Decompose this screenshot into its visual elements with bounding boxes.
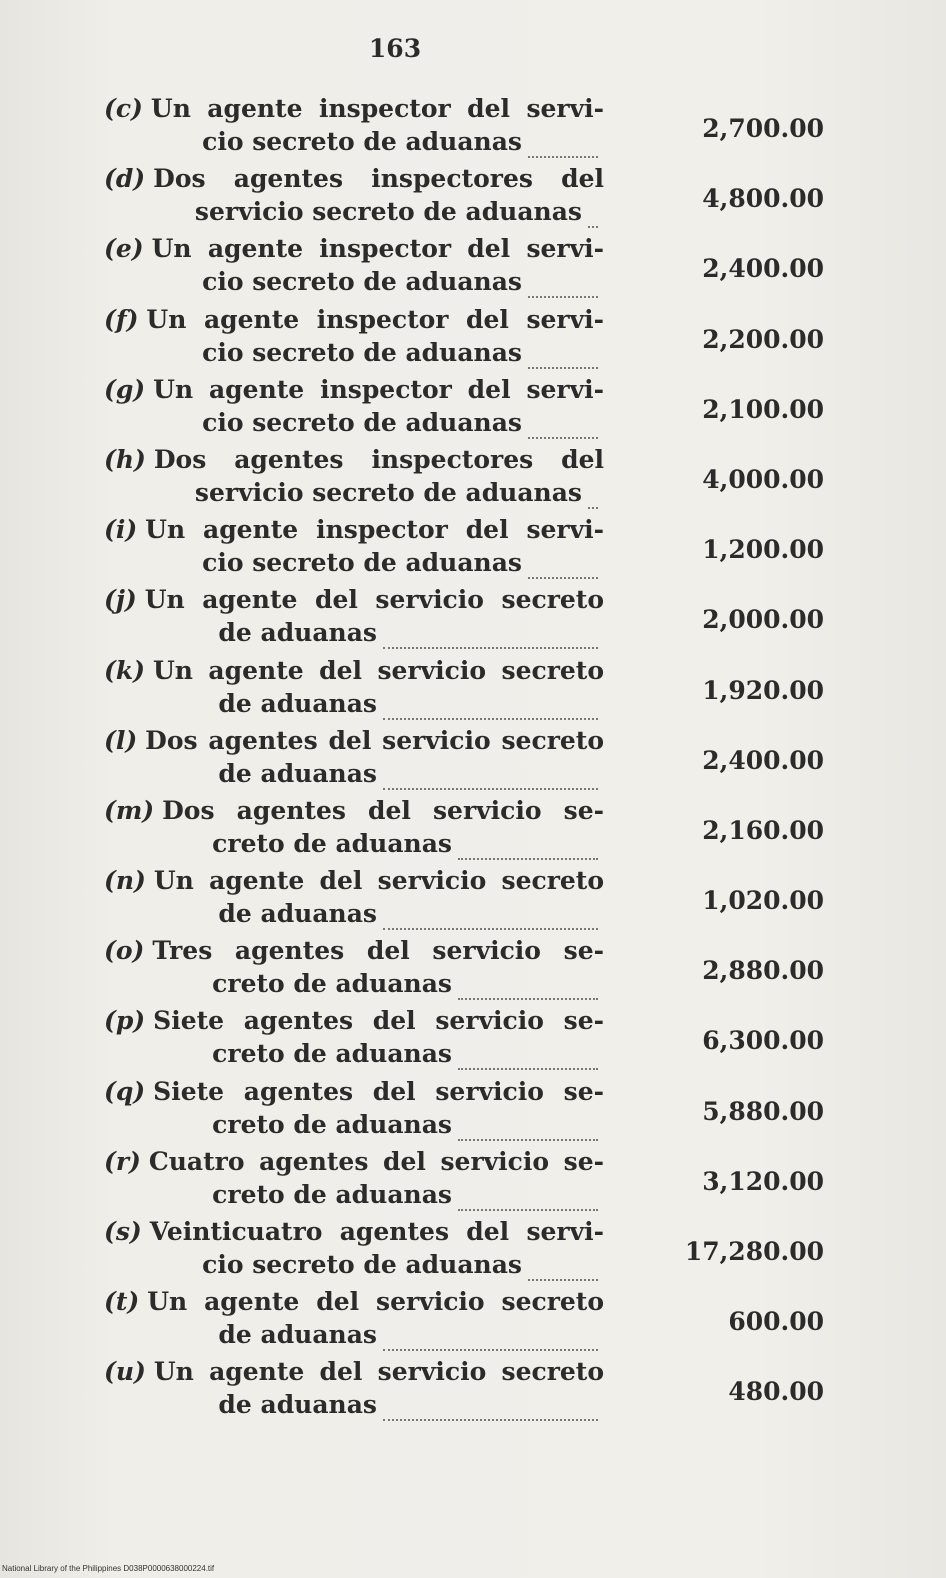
item-marker: (q) — [104, 1076, 146, 1106]
leader-dots — [383, 768, 598, 790]
line-item — [104, 1075, 824, 1145]
item-text: Un agente del servicio secreto — [153, 866, 604, 896]
item-amount: 2,700.00 — [702, 114, 824, 143]
item-text: Dos agentes del servicio se- — [162, 795, 604, 825]
item-line-1 — [104, 1355, 604, 1388]
item-line-2 — [212, 1178, 598, 1211]
line-item — [104, 303, 824, 373]
item-text: Dos agentes inspectores del — [153, 164, 604, 194]
item-amount: 1,920.00 — [702, 675, 824, 705]
item-text-continued: cio secreto de aduanas — [202, 1250, 522, 1279]
item-amount: 1,020.00 — [702, 886, 824, 916]
leader-dots — [458, 1189, 598, 1211]
item-amount: 4,000.00 — [702, 464, 824, 494]
item-line-1 — [104, 794, 604, 827]
leader-dots — [528, 417, 598, 439]
item-marker: (u) — [104, 1357, 146, 1387]
item-line-1 — [104, 654, 604, 687]
item-line-1 — [104, 1075, 604, 1108]
item-amount: 17,280.00 — [684, 1237, 824, 1266]
line-item — [104, 232, 824, 302]
line-item — [104, 373, 824, 443]
item-line-2 — [195, 195, 598, 228]
item-marker: (d) — [104, 164, 146, 194]
item-line-2 — [202, 336, 598, 369]
item-marker: (t) — [104, 1287, 140, 1317]
leader-dots — [383, 908, 598, 930]
line-item — [104, 1355, 824, 1425]
leader-dots — [528, 557, 598, 579]
item-amount: 4,800.00 — [702, 184, 824, 214]
item-amount: 2,100.00 — [702, 394, 824, 424]
item-text: Un agente del servicio secreto — [153, 1357, 604, 1387]
line-item — [104, 1215, 824, 1285]
item-text-continued: creto de aduanas — [212, 828, 452, 858]
line-item — [104, 654, 824, 724]
item-text: Tres agentes del servicio se- — [152, 936, 604, 966]
item-line-2 — [202, 406, 598, 439]
item-text: Siete agentes del servicio se- — [153, 1076, 604, 1106]
line-item — [104, 162, 824, 232]
item-amount: 5,880.00 — [702, 1096, 824, 1126]
leader-dots — [383, 1329, 598, 1351]
item-amount: 480.00 — [728, 1377, 824, 1407]
item-marker: (i) — [104, 515, 138, 545]
line-item — [104, 864, 824, 934]
item-text: Un agente inspector del servi- — [151, 234, 604, 264]
line-item — [104, 92, 824, 162]
item-text: Un agente inspector del servi- — [150, 94, 604, 123]
item-marker: (j) — [104, 585, 137, 615]
item-text: Cuatro agentes del servicio se- — [148, 1146, 604, 1176]
item-text: Un agente del servicio secreto — [147, 1287, 604, 1317]
item-line-2 — [212, 1037, 598, 1070]
item-marker: (h) — [104, 444, 146, 474]
leader-dots — [528, 1259, 598, 1281]
item-marker: (r) — [104, 1146, 141, 1176]
leader-dots — [528, 136, 598, 158]
item-text-continued: de aduanas — [218, 618, 377, 648]
item-text: Un agente inspector del servi- — [146, 304, 604, 334]
item-line-2 — [202, 1248, 598, 1281]
leader-dots — [383, 627, 598, 649]
item-text-continued: servicio secreto de aduanas — [194, 477, 582, 507]
item-line-1 — [104, 1004, 604, 1037]
line-item-list — [104, 92, 824, 1426]
item-text-continued: creto de aduanas — [212, 1039, 452, 1069]
item-text-continued: cio secreto de aduanas — [202, 407, 522, 437]
item-line-2 — [212, 967, 598, 1000]
leader-dots — [528, 276, 598, 298]
item-text-continued: de aduanas — [218, 758, 377, 788]
item-line-1 — [104, 864, 604, 897]
item-text-continued: cio secreto de aduanas — [202, 337, 522, 367]
page-number: 163 — [368, 34, 422, 63]
item-marker: (g) — [104, 374, 146, 404]
item-text-continued: servicio secreto de aduanas — [194, 197, 582, 227]
item-line-2 — [218, 757, 598, 790]
item-line-2 — [212, 827, 598, 860]
line-item — [104, 443, 824, 513]
item-text-continued: creto de aduanas — [212, 969, 452, 999]
item-amount: 2,880.00 — [702, 956, 824, 986]
item-amount: 2,000.00 — [702, 605, 824, 635]
item-text-continued: de aduanas — [218, 899, 377, 929]
leader-dots — [383, 1399, 598, 1421]
item-line-2 — [202, 546, 598, 579]
item-text: Un agente del servicio secreto — [144, 585, 604, 615]
item-line-2 — [212, 1108, 598, 1141]
item-amount: 2,200.00 — [702, 324, 824, 354]
leader-dots — [383, 698, 598, 720]
item-marker: (l) — [104, 725, 138, 755]
item-text: Un agente del servicio secreto — [152, 655, 604, 685]
item-line-1 — [104, 443, 604, 476]
item-marker: (k) — [104, 655, 145, 685]
item-marker: (c) — [104, 94, 143, 123]
item-text-continued: de aduanas — [218, 688, 377, 718]
item-line-2 — [218, 1318, 598, 1351]
item-amount: 2,400.00 — [702, 745, 824, 775]
item-text-continued: de aduanas — [218, 1320, 377, 1350]
item-line-2 — [202, 125, 598, 158]
item-line-1 — [104, 1145, 604, 1178]
item-line-2 — [218, 897, 598, 930]
item-text: Dos agentes inspectores del — [153, 444, 604, 474]
item-text-continued: de aduanas — [218, 1390, 377, 1420]
line-item — [104, 1004, 824, 1074]
item-line-1 — [104, 583, 604, 616]
item-line-1 — [104, 513, 604, 546]
item-text: Veinticuatro agentes del servi- — [149, 1217, 604, 1246]
leader-dots — [458, 838, 598, 860]
item-line-1 — [104, 724, 604, 757]
scan-footer: National Library of the Philippines D038P0000638000224.tif — [2, 1564, 215, 1573]
item-marker: (n) — [104, 866, 146, 896]
line-item — [104, 583, 824, 653]
item-line-2 — [218, 687, 598, 720]
item-marker: (m) — [104, 795, 155, 825]
item-marker: (o) — [104, 936, 145, 966]
item-text: Dos agentes del servicio secreto — [145, 725, 604, 755]
item-marker: (f) — [104, 304, 139, 334]
line-item — [104, 513, 824, 583]
item-line-1 — [104, 373, 604, 406]
item-text: Un agente inspector del servi- — [153, 374, 604, 404]
item-amount: 6,300.00 — [702, 1026, 824, 1056]
line-item — [104, 724, 824, 794]
item-amount: 600.00 — [728, 1307, 824, 1337]
line-item — [104, 1285, 824, 1355]
item-line-2 — [202, 265, 598, 298]
item-marker: (p) — [104, 1006, 146, 1036]
item-text-continued: cio secreto de aduanas — [202, 548, 522, 578]
item-amount: 3,120.00 — [702, 1166, 824, 1196]
item-line-2 — [218, 616, 598, 649]
line-item — [104, 1145, 824, 1215]
leader-dots — [588, 487, 598, 509]
item-line-2 — [218, 1388, 598, 1421]
item-text-continued: creto de aduanas — [212, 1179, 452, 1209]
item-line-1 — [104, 1285, 604, 1318]
item-amount: 1,200.00 — [702, 535, 824, 565]
leader-dots — [588, 206, 598, 228]
item-amount: 2,160.00 — [702, 815, 824, 845]
item-text-continued: cio secreto de aduanas — [202, 127, 522, 156]
leader-dots — [458, 1119, 598, 1141]
item-line-1 — [104, 1215, 604, 1248]
item-amount: 2,400.00 — [702, 254, 824, 284]
leader-dots — [528, 347, 598, 369]
item-line-1 — [104, 232, 604, 265]
item-line-2 — [195, 476, 598, 509]
leader-dots — [458, 978, 598, 1000]
leader-dots — [458, 1048, 598, 1070]
item-line-1 — [104, 303, 604, 336]
item-line-1 — [104, 162, 604, 195]
item-text-continued: creto de aduanas — [212, 1109, 452, 1139]
item-text: Siete agentes del servicio se- — [153, 1006, 604, 1036]
item-text: Un agente inspector del servi- — [145, 515, 604, 545]
item-text-continued: cio secreto de aduanas — [202, 267, 522, 297]
item-marker: (s) — [104, 1217, 142, 1246]
line-item — [104, 934, 824, 1004]
item-marker: (e) — [104, 234, 144, 264]
item-line-1 — [104, 92, 604, 125]
item-line-1 — [104, 934, 604, 967]
line-item — [104, 794, 824, 864]
